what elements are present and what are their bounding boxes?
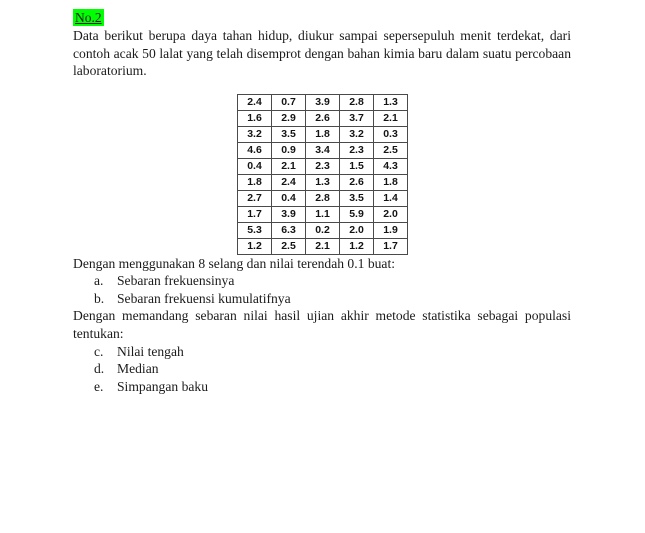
table-cell: 0.2 xyxy=(306,222,340,238)
table-cell: 6.3 xyxy=(272,222,306,238)
table-cell: 1.4 xyxy=(374,190,408,206)
table-cell: 2.7 xyxy=(238,190,272,206)
table-cell: 1.8 xyxy=(238,174,272,190)
table-cell: 1.9 xyxy=(374,222,408,238)
table-cell: 4.3 xyxy=(374,158,408,174)
table-cell: 3.9 xyxy=(272,206,306,222)
table-cell: 3.2 xyxy=(340,126,374,142)
list-item-label: Sebaran frekuensi kumulatifnya xyxy=(117,290,291,306)
table-cell: 2.1 xyxy=(374,110,408,126)
list-marker: e. xyxy=(94,378,104,394)
answer-list-2 xyxy=(73,343,571,396)
table-row xyxy=(238,110,408,126)
list-item-label: Nilai tengah xyxy=(117,343,184,359)
list-item xyxy=(73,272,571,290)
table-cell: 1.8 xyxy=(306,126,340,142)
table-row xyxy=(238,190,408,206)
table-cell: 1.6 xyxy=(238,110,272,126)
list-item xyxy=(73,360,571,378)
list-item xyxy=(73,378,571,396)
table-cell: 4.6 xyxy=(238,142,272,158)
table-cell: 2.4 xyxy=(272,174,306,190)
table-row xyxy=(238,94,408,110)
list-marker: b. xyxy=(94,290,105,306)
list-item xyxy=(73,290,571,308)
table-cell: 1.3 xyxy=(374,94,408,110)
table-cell: 3.2 xyxy=(238,126,272,142)
lifespan-data-table xyxy=(237,94,408,255)
table-row xyxy=(238,238,408,254)
table-cell: 3.5 xyxy=(340,190,374,206)
table-cell: 1.5 xyxy=(340,158,374,174)
intro-paragraph: Data berikut berupa daya tahan hidup, diukur sampai sepersepuluh menit terdekat, dari contoh acak 50 lalat yang telah disemprot dengan bahan kimia baru dalam suatu percobaan laboratorium. xyxy=(73,28,571,79)
table-cell: 1.7 xyxy=(238,206,272,222)
table-cell: 0.4 xyxy=(238,158,272,174)
table-cell: 2.4 xyxy=(238,94,272,110)
table-cell: 0.3 xyxy=(374,126,408,142)
table-cell: 2.5 xyxy=(272,238,306,254)
table-cell: 2.0 xyxy=(374,206,408,222)
table-cell: 3.4 xyxy=(306,142,340,158)
list-marker: a. xyxy=(94,273,104,289)
table-cell: 1.7 xyxy=(374,238,408,254)
list-item-label: Median xyxy=(117,361,159,377)
document-content xyxy=(73,0,571,395)
table-row xyxy=(238,206,408,222)
table-cell: 0.4 xyxy=(272,190,306,206)
table-cell: 2.8 xyxy=(306,190,340,206)
list-marker: c. xyxy=(94,343,104,359)
table-cell: 1.1 xyxy=(306,206,340,222)
table-cell: 1.8 xyxy=(374,174,408,190)
list-marker: d. xyxy=(94,361,105,377)
table-cell: 2.1 xyxy=(272,158,306,174)
table-row xyxy=(238,174,408,190)
instruction-paragraph-2: Dengan memandang sebaran nilai hasil ujian akhir metode statistika sebagai populasi tentukan: xyxy=(73,308,571,341)
table-cell: 3.9 xyxy=(306,94,340,110)
table-cell: 1.2 xyxy=(238,238,272,254)
table-cell: 2.3 xyxy=(340,142,374,158)
table-cell: 5.9 xyxy=(340,206,374,222)
table-cell: 1.2 xyxy=(340,238,374,254)
table-row xyxy=(238,126,408,142)
answer-list-1 xyxy=(73,272,571,307)
table-cell: 3.5 xyxy=(272,126,306,142)
instruction-paragraph-1: Dengan menggunakan 8 selang dan nilai terendah 0.1 buat: xyxy=(73,255,395,271)
table-cell: 5.3 xyxy=(238,222,272,238)
list-item-label: Sebaran frekuensinya xyxy=(117,273,235,289)
table-cell: 2.6 xyxy=(306,110,340,126)
table-cell: 2.6 xyxy=(340,174,374,190)
table-row xyxy=(238,158,408,174)
list-item-label: Simpangan baku xyxy=(117,378,208,394)
table-cell: 0.9 xyxy=(272,142,306,158)
table-cell: 0.7 xyxy=(272,94,306,110)
table-cell: 2.1 xyxy=(306,238,340,254)
table-row xyxy=(238,222,408,238)
table-cell: 2.8 xyxy=(340,94,374,110)
list-item xyxy=(73,343,571,361)
table-cell: 3.7 xyxy=(340,110,374,126)
data-table-container xyxy=(73,94,571,255)
table-row xyxy=(238,142,408,158)
table-cell: 1.3 xyxy=(306,174,340,190)
table-cell: 2.3 xyxy=(306,158,340,174)
table-cell: 2.5 xyxy=(374,142,408,158)
table-cell: 2.9 xyxy=(272,110,306,126)
question-number-badge: No.2 xyxy=(75,10,102,25)
table-cell: 2.0 xyxy=(340,222,374,238)
data-table-body xyxy=(238,94,408,254)
question-number-row xyxy=(73,9,571,27)
